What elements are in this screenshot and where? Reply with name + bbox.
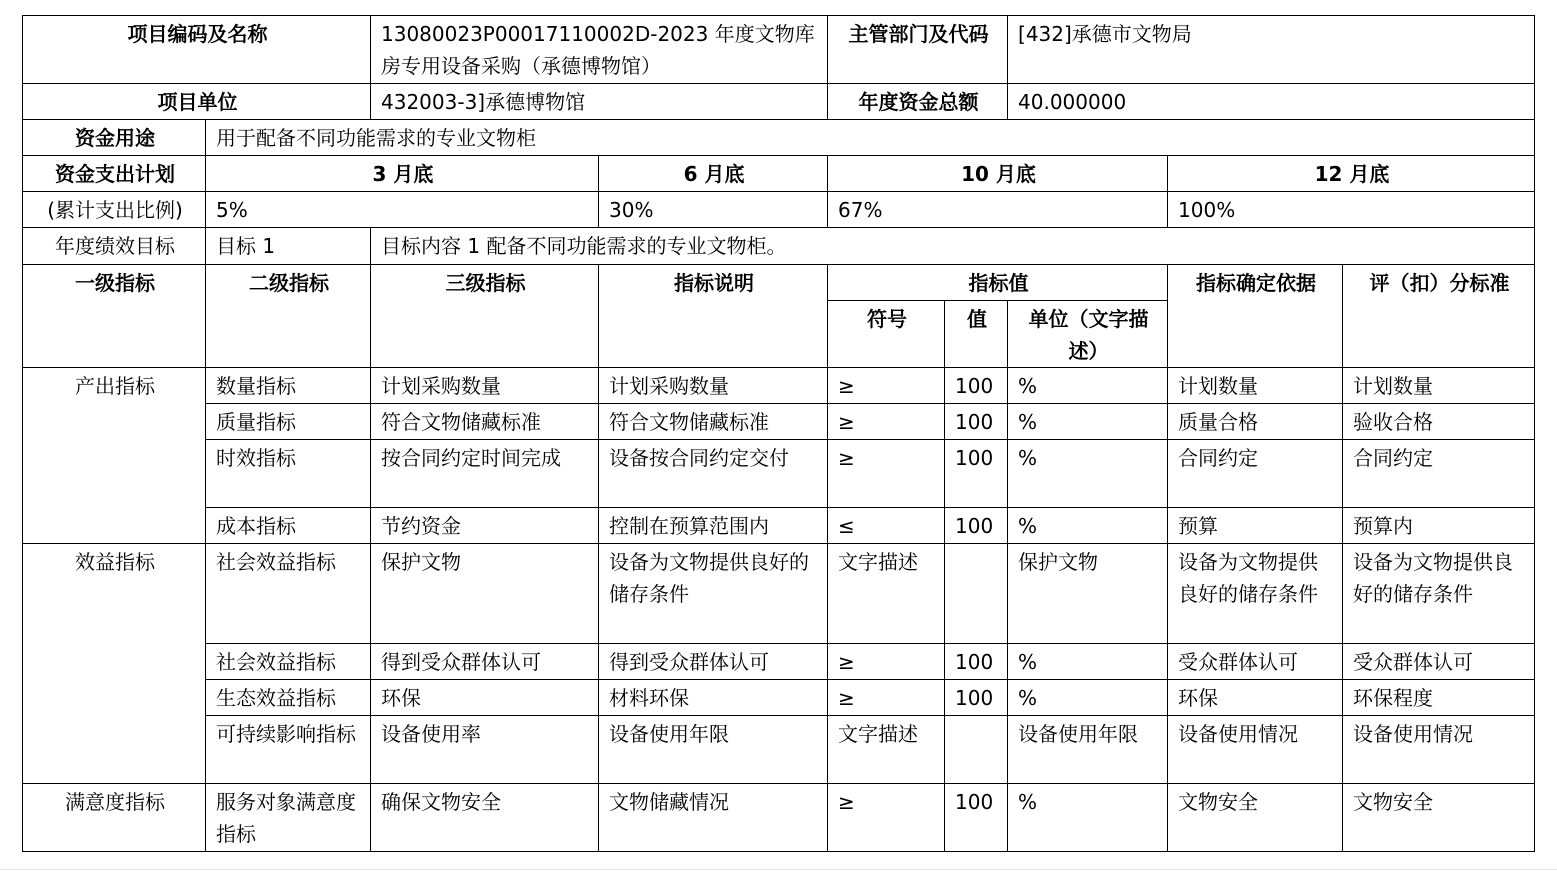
annual-goal-label: 年度绩效目标 bbox=[23, 228, 206, 265]
row-unit: 设备使用年限 bbox=[1008, 716, 1168, 784]
row-symbol: ≥ bbox=[828, 404, 945, 440]
row-desc: 材料环保 bbox=[599, 680, 828, 716]
row-value: 100 bbox=[945, 784, 1008, 852]
col-basis-header: 指标确定依据 bbox=[1168, 265, 1343, 368]
row-symbol: ≥ bbox=[828, 680, 945, 716]
row-level2: 社会效益指标 bbox=[206, 644, 371, 680]
row-desc: 符合文物储藏标准 bbox=[599, 404, 828, 440]
plan-ratio-4: 100% bbox=[1168, 192, 1535, 228]
row-value bbox=[945, 716, 1008, 784]
row-scoring: 环保程度 bbox=[1343, 680, 1535, 716]
row-unit: 保护文物 bbox=[1008, 544, 1168, 644]
row-basis: 受众群体认可 bbox=[1168, 644, 1343, 680]
project-code-value: 13080023P00017110002D-2023 年度文物库房专用设备采购（承德博物馆） bbox=[371, 16, 828, 84]
row-value: 100 bbox=[945, 440, 1008, 508]
col-value-header: 值 bbox=[945, 301, 1008, 368]
row-level3: 符合文物储藏标准 bbox=[371, 404, 599, 440]
row-level2: 服务对象满意度指标 bbox=[206, 784, 371, 852]
row-desc: 设备使用年限 bbox=[599, 716, 828, 784]
row-unit: % bbox=[1008, 404, 1168, 440]
row-scoring: 受众群体认可 bbox=[1343, 644, 1535, 680]
performance-table bbox=[22, 15, 1535, 852]
row-basis: 文物安全 bbox=[1168, 784, 1343, 852]
col-unit-header: 单位（文字描述） bbox=[1008, 301, 1168, 368]
total-funds-value: 40.000000 bbox=[1008, 84, 1535, 120]
plan-month-1: 3 月底 bbox=[206, 156, 599, 192]
row-level3: 节约资金 bbox=[371, 508, 599, 544]
project-unit-value: 432003-3]承德博物馆 bbox=[371, 84, 828, 120]
row-desc: 计划采购数量 bbox=[599, 368, 828, 404]
row-level2: 质量指标 bbox=[206, 404, 371, 440]
group-benefit-name: 效益指标 bbox=[23, 544, 206, 784]
row-basis: 设备为文物提供良好的储存条件 bbox=[1168, 544, 1343, 644]
row-level3: 按合同约定时间完成 bbox=[371, 440, 599, 508]
col-level2-header: 二级指标 bbox=[206, 265, 371, 368]
col-value-group-header: 指标值 bbox=[828, 265, 1168, 301]
row-value bbox=[945, 544, 1008, 644]
row-level2: 数量指标 bbox=[206, 368, 371, 404]
row-scoring: 预算内 bbox=[1343, 508, 1535, 544]
col-scoring-header: 评（扣）分标准 bbox=[1343, 265, 1535, 368]
row-level2: 时效指标 bbox=[206, 440, 371, 508]
row-symbol: ≥ bbox=[828, 644, 945, 680]
row-unit: % bbox=[1008, 680, 1168, 716]
row-scoring: 计划数量 bbox=[1343, 368, 1535, 404]
row-basis: 合同约定 bbox=[1168, 440, 1343, 508]
row-level3: 确保文物安全 bbox=[371, 784, 599, 852]
dept-value: [432]承德市文物局 bbox=[1008, 16, 1535, 84]
row-value: 100 bbox=[945, 404, 1008, 440]
row-unit: % bbox=[1008, 784, 1168, 852]
row-scoring: 设备使用情况 bbox=[1343, 716, 1535, 784]
row-value: 100 bbox=[945, 644, 1008, 680]
row-symbol: ≥ bbox=[828, 784, 945, 852]
group-satisfaction-name: 满意度指标 bbox=[23, 784, 206, 852]
row-value: 100 bbox=[945, 368, 1008, 404]
row-symbol: 文字描述 bbox=[828, 544, 945, 644]
total-funds-label: 年度资金总额 bbox=[828, 84, 1008, 120]
row-desc: 文物储藏情况 bbox=[599, 784, 828, 852]
row-symbol: ≥ bbox=[828, 440, 945, 508]
col-desc-header: 指标说明 bbox=[599, 265, 828, 368]
plan-ratio-1: 5% bbox=[206, 192, 599, 228]
row-level3: 计划采购数量 bbox=[371, 368, 599, 404]
col-symbol-header: 符号 bbox=[828, 301, 945, 368]
row-value: 100 bbox=[945, 680, 1008, 716]
plan-ratio-3: 67% bbox=[828, 192, 1168, 228]
row-scoring: 文物安全 bbox=[1343, 784, 1535, 852]
spending-ratio-label: (累计支出比例) bbox=[23, 192, 206, 228]
row-desc: 设备按合同约定交付 bbox=[599, 440, 828, 508]
row-level3: 设备使用率 bbox=[371, 716, 599, 784]
row-level3: 环保 bbox=[371, 680, 599, 716]
row-level2: 可持续影响指标 bbox=[206, 716, 371, 784]
plan-month-4: 12 月底 bbox=[1168, 156, 1535, 192]
goal-name: 目标 1 bbox=[206, 228, 371, 265]
funds-purpose-label: 资金用途 bbox=[23, 120, 206, 156]
row-basis: 预算 bbox=[1168, 508, 1343, 544]
row-basis: 质量合格 bbox=[1168, 404, 1343, 440]
plan-month-2: 6 月底 bbox=[599, 156, 828, 192]
project-unit-label: 项目单位 bbox=[23, 84, 371, 120]
row-unit: % bbox=[1008, 508, 1168, 544]
funds-purpose-value: 用于配备不同功能需求的专业文物柜 bbox=[206, 120, 1535, 156]
row-desc: 控制在预算范围内 bbox=[599, 508, 828, 544]
row-value: 100 bbox=[945, 508, 1008, 544]
row-scoring: 验收合格 bbox=[1343, 404, 1535, 440]
row-basis: 计划数量 bbox=[1168, 368, 1343, 404]
row-level2: 生态效益指标 bbox=[206, 680, 371, 716]
project-code-label: 项目编码及名称 bbox=[23, 16, 371, 84]
goal-content: 目标内容 1 配备不同功能需求的专业文物柜。 bbox=[371, 228, 1535, 265]
row-unit: % bbox=[1008, 644, 1168, 680]
row-level3: 保护文物 bbox=[371, 544, 599, 644]
row-basis: 设备使用情况 bbox=[1168, 716, 1343, 784]
row-symbol: 文字描述 bbox=[828, 716, 945, 784]
spending-plan-label: 资金支出计划 bbox=[23, 156, 206, 192]
col-level1-header: 一级指标 bbox=[23, 265, 206, 368]
row-level3: 得到受众群体认可 bbox=[371, 644, 599, 680]
row-level2: 社会效益指标 bbox=[206, 544, 371, 644]
row-basis: 环保 bbox=[1168, 680, 1343, 716]
page-bottom-rule bbox=[0, 869, 1557, 870]
row-desc: 设备为文物提供良好的储存条件 bbox=[599, 544, 828, 644]
row-unit: % bbox=[1008, 440, 1168, 508]
row-desc: 得到受众群体认可 bbox=[599, 644, 828, 680]
row-scoring: 设备为文物提供良好的储存条件 bbox=[1343, 544, 1535, 644]
col-level3-header: 三级指标 bbox=[371, 265, 599, 368]
row-level2: 成本指标 bbox=[206, 508, 371, 544]
group-output-name: 产出指标 bbox=[23, 368, 206, 544]
row-symbol: ≤ bbox=[828, 508, 945, 544]
row-scoring: 合同约定 bbox=[1343, 440, 1535, 508]
plan-month-3: 10 月底 bbox=[828, 156, 1168, 192]
row-symbol: ≥ bbox=[828, 368, 945, 404]
plan-ratio-2: 30% bbox=[599, 192, 828, 228]
dept-label: 主管部门及代码 bbox=[828, 16, 1008, 84]
row-unit: % bbox=[1008, 368, 1168, 404]
